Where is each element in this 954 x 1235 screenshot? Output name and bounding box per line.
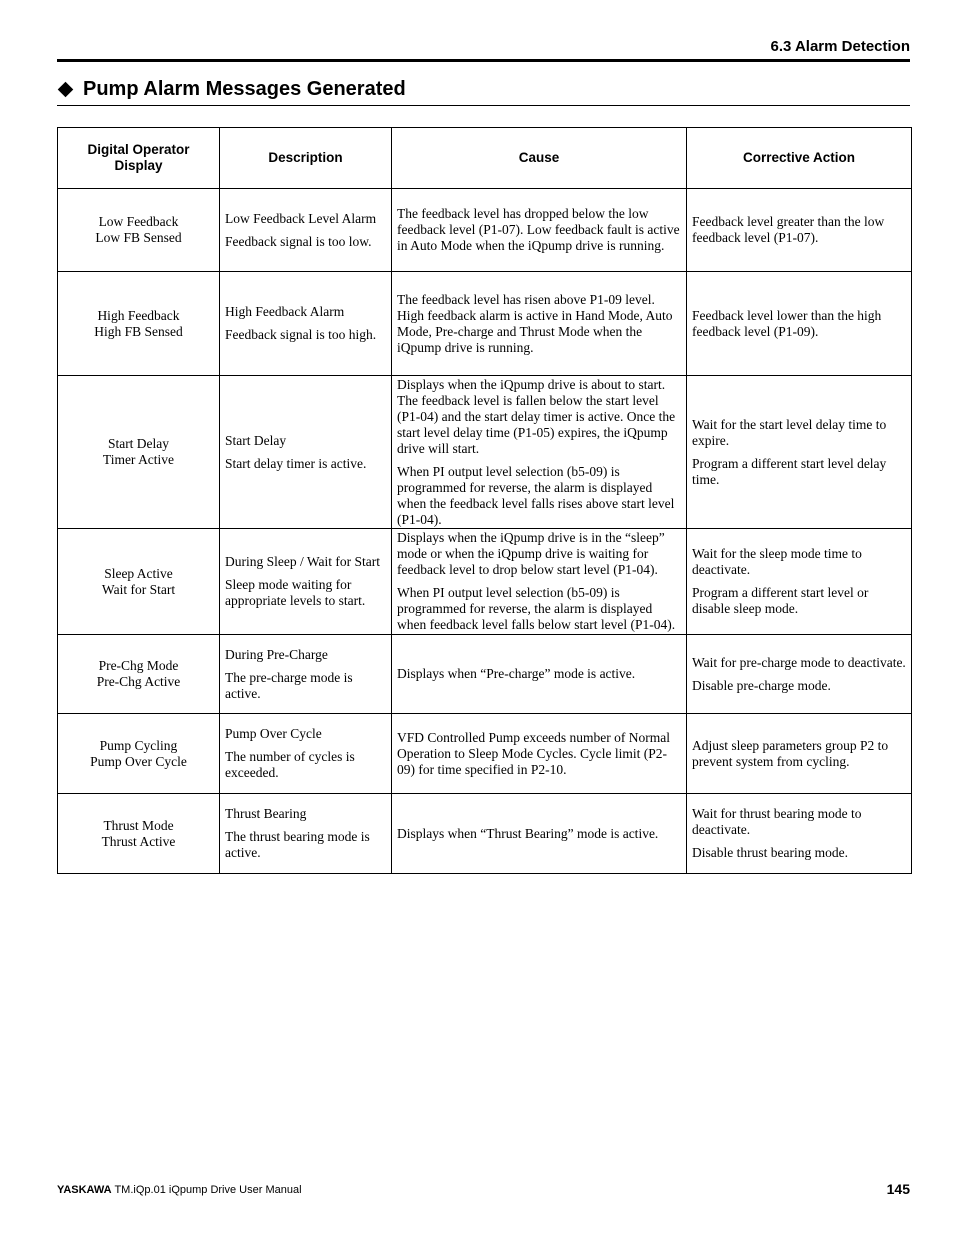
- cause-cell: Displays when the iQpump drive is in the “sleep” mode or when the iQpump drive is waiting for feedback level to drop below start level (P1-04). When PI output level selection (b5-09) is programmed for reverse, the alarm is displayed when feedback level falls below start level (P1-04).: [392, 529, 687, 635]
- table-row: [58, 794, 912, 874]
- cause-cell: The feedback level has dropped below the low feedback level (P1-07). Low feedback fault is active in Auto Mode when the iQpump drive is running.: [392, 189, 687, 272]
- description-cell: High Feedback Alarm Feedback signal is too high.: [220, 272, 392, 376]
- corrective-action-cell: Feedback level lower than the high feedback level (P1-09).: [687, 272, 912, 376]
- description-cell: Start Delay Start delay timer is active.: [220, 376, 392, 529]
- corrective-action-cell: Wait for the sleep mode time to deactivate. Program a different start level or disable sleep mode.: [687, 529, 912, 635]
- page-number: 145: [886, 1181, 910, 1197]
- corrective-action-cell: Wait for pre-charge mode to deactivate. Disable pre-charge mode.: [687, 635, 912, 714]
- table-row: [58, 189, 912, 272]
- header-corrective-action: Corrective Action: [687, 128, 912, 189]
- cause-cell: Displays when “Pre-charge” mode is active.: [392, 635, 687, 714]
- header-digital-operator-display: Digital Operator Display: [58, 128, 220, 189]
- operator-display-cell: High Feedback High FB Sensed: [58, 272, 220, 376]
- running-header: 6.3 Alarm Detection: [770, 38, 910, 55]
- footer-manual: TM.iQp.01 iQpump Drive User Manual: [111, 1184, 302, 1196]
- cause-cell: Displays when “Thrust Bearing” mode is active.: [392, 794, 687, 874]
- description-cell: Pump Over Cycle The number of cycles is exceeded.: [220, 714, 392, 794]
- corrective-action-cell: Adjust sleep parameters group P2 to prevent system from cycling.: [687, 714, 912, 794]
- cause-cell: VFD Controlled Pump exceeds number of Normal Operation to Sleep Mode Cycles. Cycle limit (P2-09) for time specified in P2-10.: [392, 714, 687, 794]
- description-cell: During Pre-Charge The pre-charge mode is active.: [220, 635, 392, 714]
- description-cell: During Sleep / Wait for Start Sleep mode waiting for appropriate levels to start.: [220, 529, 392, 635]
- operator-display-cell: Thrust Mode Thrust Active: [58, 794, 220, 874]
- description-cell: Low Feedback Level Alarm Feedback signal is too low.: [220, 189, 392, 272]
- table-row: [58, 635, 912, 714]
- operator-display-cell: Sleep Active Wait for Start: [58, 529, 220, 635]
- section-rule: [57, 105, 910, 106]
- header-rule: [57, 59, 910, 62]
- alarm-messages-table: [57, 127, 912, 874]
- cause-cell: Displays when the iQpump drive is about to start. The feedback level is fallen below the start level (P1-04) and the start delay timer is active. Once the start level delay time (P1-05) expires, the iQpump drive will start. When PI output level selection (b5-09) is programmed for reverse, the alarm is displayed when the feedback level falls rises above start level (P1-04).: [392, 376, 687, 529]
- diamond-bullet-icon: [58, 82, 74, 98]
- footer-brand: YASKAWA: [57, 1184, 112, 1196]
- corrective-action-cell: Feedback level greater than the low feedback level (P1-07).: [687, 189, 912, 272]
- table-row: [58, 376, 912, 529]
- header-cause: Cause: [392, 128, 687, 189]
- table-row: [58, 272, 912, 376]
- section-title: Pump Alarm Messages Generated: [83, 78, 406, 100]
- footer-manual-title: [57, 1184, 302, 1196]
- cause-cell: The feedback level has risen above P1-09 level. High feedback alarm is active in Hand Mode, Auto Mode, Pre-charge and Thrust Mode when the iQpump drive is running.: [392, 272, 687, 376]
- operator-display-cell: Pre-Chg Mode Pre-Chg Active: [58, 635, 220, 714]
- operator-display-cell: Pump Cycling Pump Over Cycle: [58, 714, 220, 794]
- operator-display-cell: Low Feedback Low FB Sensed: [58, 189, 220, 272]
- header-description: Description: [220, 128, 392, 189]
- corrective-action-cell: Wait for thrust bearing mode to deactivate. Disable thrust bearing mode.: [687, 794, 912, 874]
- table-row: [58, 714, 912, 794]
- section-heading: [57, 78, 406, 101]
- operator-display-cell: Start Delay Timer Active: [58, 376, 220, 529]
- table-header-row: [58, 128, 912, 189]
- corrective-action-cell: Wait for the start level delay time to expire. Program a different start level delay time.: [687, 376, 912, 529]
- table-row: [58, 529, 912, 635]
- description-cell: Thrust Bearing The thrust bearing mode is active.: [220, 794, 392, 874]
